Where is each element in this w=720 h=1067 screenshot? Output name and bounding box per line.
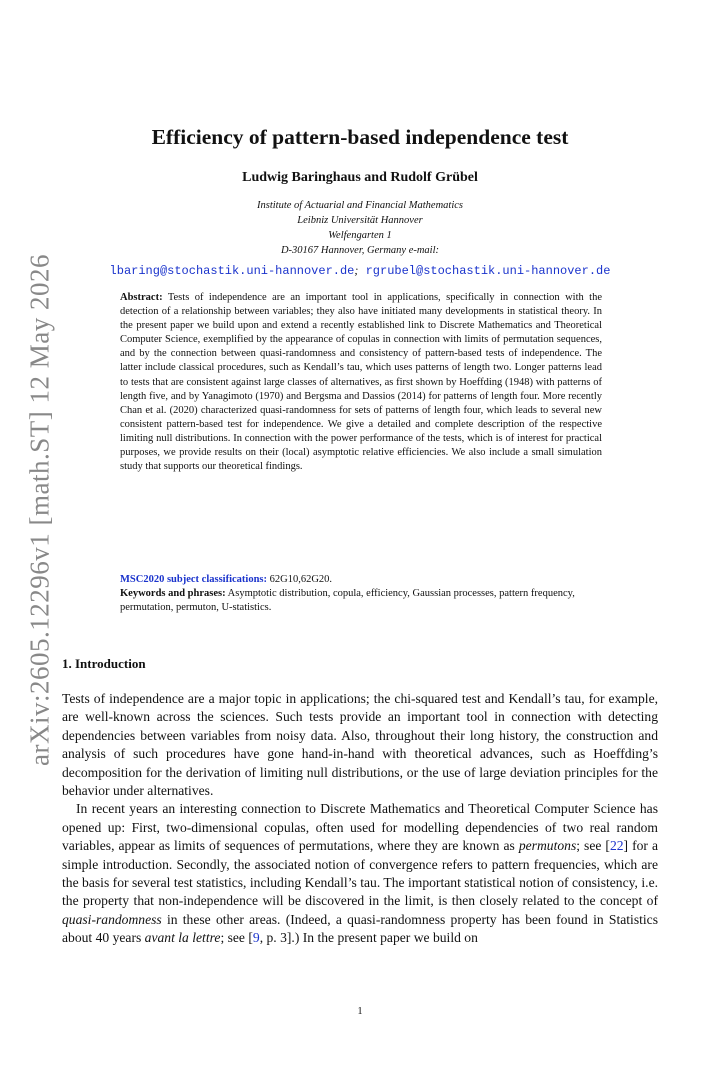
classification-block xyxy=(120,573,602,616)
abstract-label: Abstract: xyxy=(120,292,163,303)
page-number: 1 xyxy=(357,1006,363,1017)
abstract-text: Tests of independence are an important tool in applications, specifically in connection with the detection of a relationship between variables; they also have initiated many developments in statistical theory. In the present paper we build upon and extend a recently established link to Discrete Mathematics and Theoretical Computer Science, exemplified by the appearance of copulas in connection with limits of permutation sequences, and by the connection between quasi-randomness and consistency of pattern-based tests of independence. The latter include classical procedures, such as Kendall’s tau, which uses patterns of length two. Longer patterns lead to tests that are consistent against large classes of alternatives, as first shown by Hoeffding (1948) with patterns of length five, and by Yanagimoto (1970) and Bergsma and Dassios (2014) for patterns of length four. More recently Chan et al. (2020) characterized quasi-randomness for sets of patterns of length four, which leads to several new consistent pattern-based test for independence. We give a detailed and complete description of the respective limiting null distributions. In connection with the power performance of the tests, which is of interest for practical purposes, we provide results on their (local) asymptotic relative efficiencies. We also include a small simulation study that supports our theoretical findings. xyxy=(120,292,603,473)
affiliation-line: Welfengarten 1 xyxy=(328,230,392,241)
section-heading: 1. Introduction xyxy=(62,656,146,671)
affiliation-line: Institute of Actuarial and Financial Mathematics xyxy=(257,200,463,211)
keywords-label: Keywords and phrases: xyxy=(120,588,226,600)
affiliation-line: D-30167 Hannover, Germany e-mail: xyxy=(280,245,440,256)
arxiv-sidebar-stamp xyxy=(12,240,68,780)
text-run: in these other areas. (Indeed, a quasi-randomness property has been found in Statistics about 40 years xyxy=(62,911,658,946)
citation-link[interactable]: 22 xyxy=(609,838,624,854)
text-run: ; see [ xyxy=(576,838,610,854)
text-run: ; see [ xyxy=(220,930,253,946)
email-link-baringhaus[interactable]: lbaring@stochastik.uni-hannover.de xyxy=(109,264,355,278)
abstract xyxy=(120,291,602,474)
keywords-value: Asymptotic distribution, copula, efficiency, Gaussian processes, pattern frequency, permutation, permuton, U-statistics. xyxy=(120,588,575,614)
authors: Ludwig Baringhaus and Rudolf Grübel xyxy=(242,170,478,185)
emphasis: quasi-randomness xyxy=(62,911,162,927)
text-run: In recent years an interesting connection to Discrete Mathematics and Theoretical Computer Science has opened up: First, two-dimensional copulas, often used for modelling dependencies of two real random variables, appear as limits of sequences of permutations, where they are known as xyxy=(62,801,658,854)
msc-value: 62G10,62G20. xyxy=(269,574,333,585)
body-text xyxy=(62,690,658,948)
arxiv-id: arXiv:2605.12296v1 [math.ST] 12 May 2026 xyxy=(24,254,55,766)
affiliation xyxy=(0,198,720,258)
paragraph xyxy=(62,800,658,947)
paper-title: Efficiency of pattern-based independence test xyxy=(151,125,569,149)
email-separator: ; xyxy=(354,263,359,277)
affiliation-line: Leibniz Universität Hannover xyxy=(297,215,423,226)
text-run: , p. 3].) In the present paper we build on xyxy=(259,930,478,946)
msc-link[interactable]: MSC2020 subject classifications: xyxy=(120,574,267,585)
paragraph: Tests of independence are a major topic in applications; the chi-squared test and Kendall’s tau, for example, are well-known across the sciences. Such tests provide an important tool in connection with detecting dependencies between variables from noisy data. Also, throughout their long history, the construction and analysis of such procedures have gone hand-in-hand with theoretical advances, such as Hoeffding’s decomposition for the derivation of limiting null distributions, or the use of large deviation principles for the behavior under alternatives. xyxy=(62,691,658,799)
emphasis: avant la lettre xyxy=(144,930,221,946)
email-link-grubel[interactable]: rgrubel@stochastik.uni-hannover.de xyxy=(365,264,611,278)
email-line xyxy=(0,263,720,278)
citation-link[interactable]: 9 xyxy=(252,930,260,946)
text-run: ] for a simple introduction. Secondly, the associated notion of convergence refers to pattern frequencies, which are the basis for several test statistics, including Kendall’s tau. The important statistical notion of consistency, i.e. the property that non-independence will be discovered in the limit, is then closely related to the concept of xyxy=(62,838,658,909)
emphasis: permutons xyxy=(518,838,577,854)
